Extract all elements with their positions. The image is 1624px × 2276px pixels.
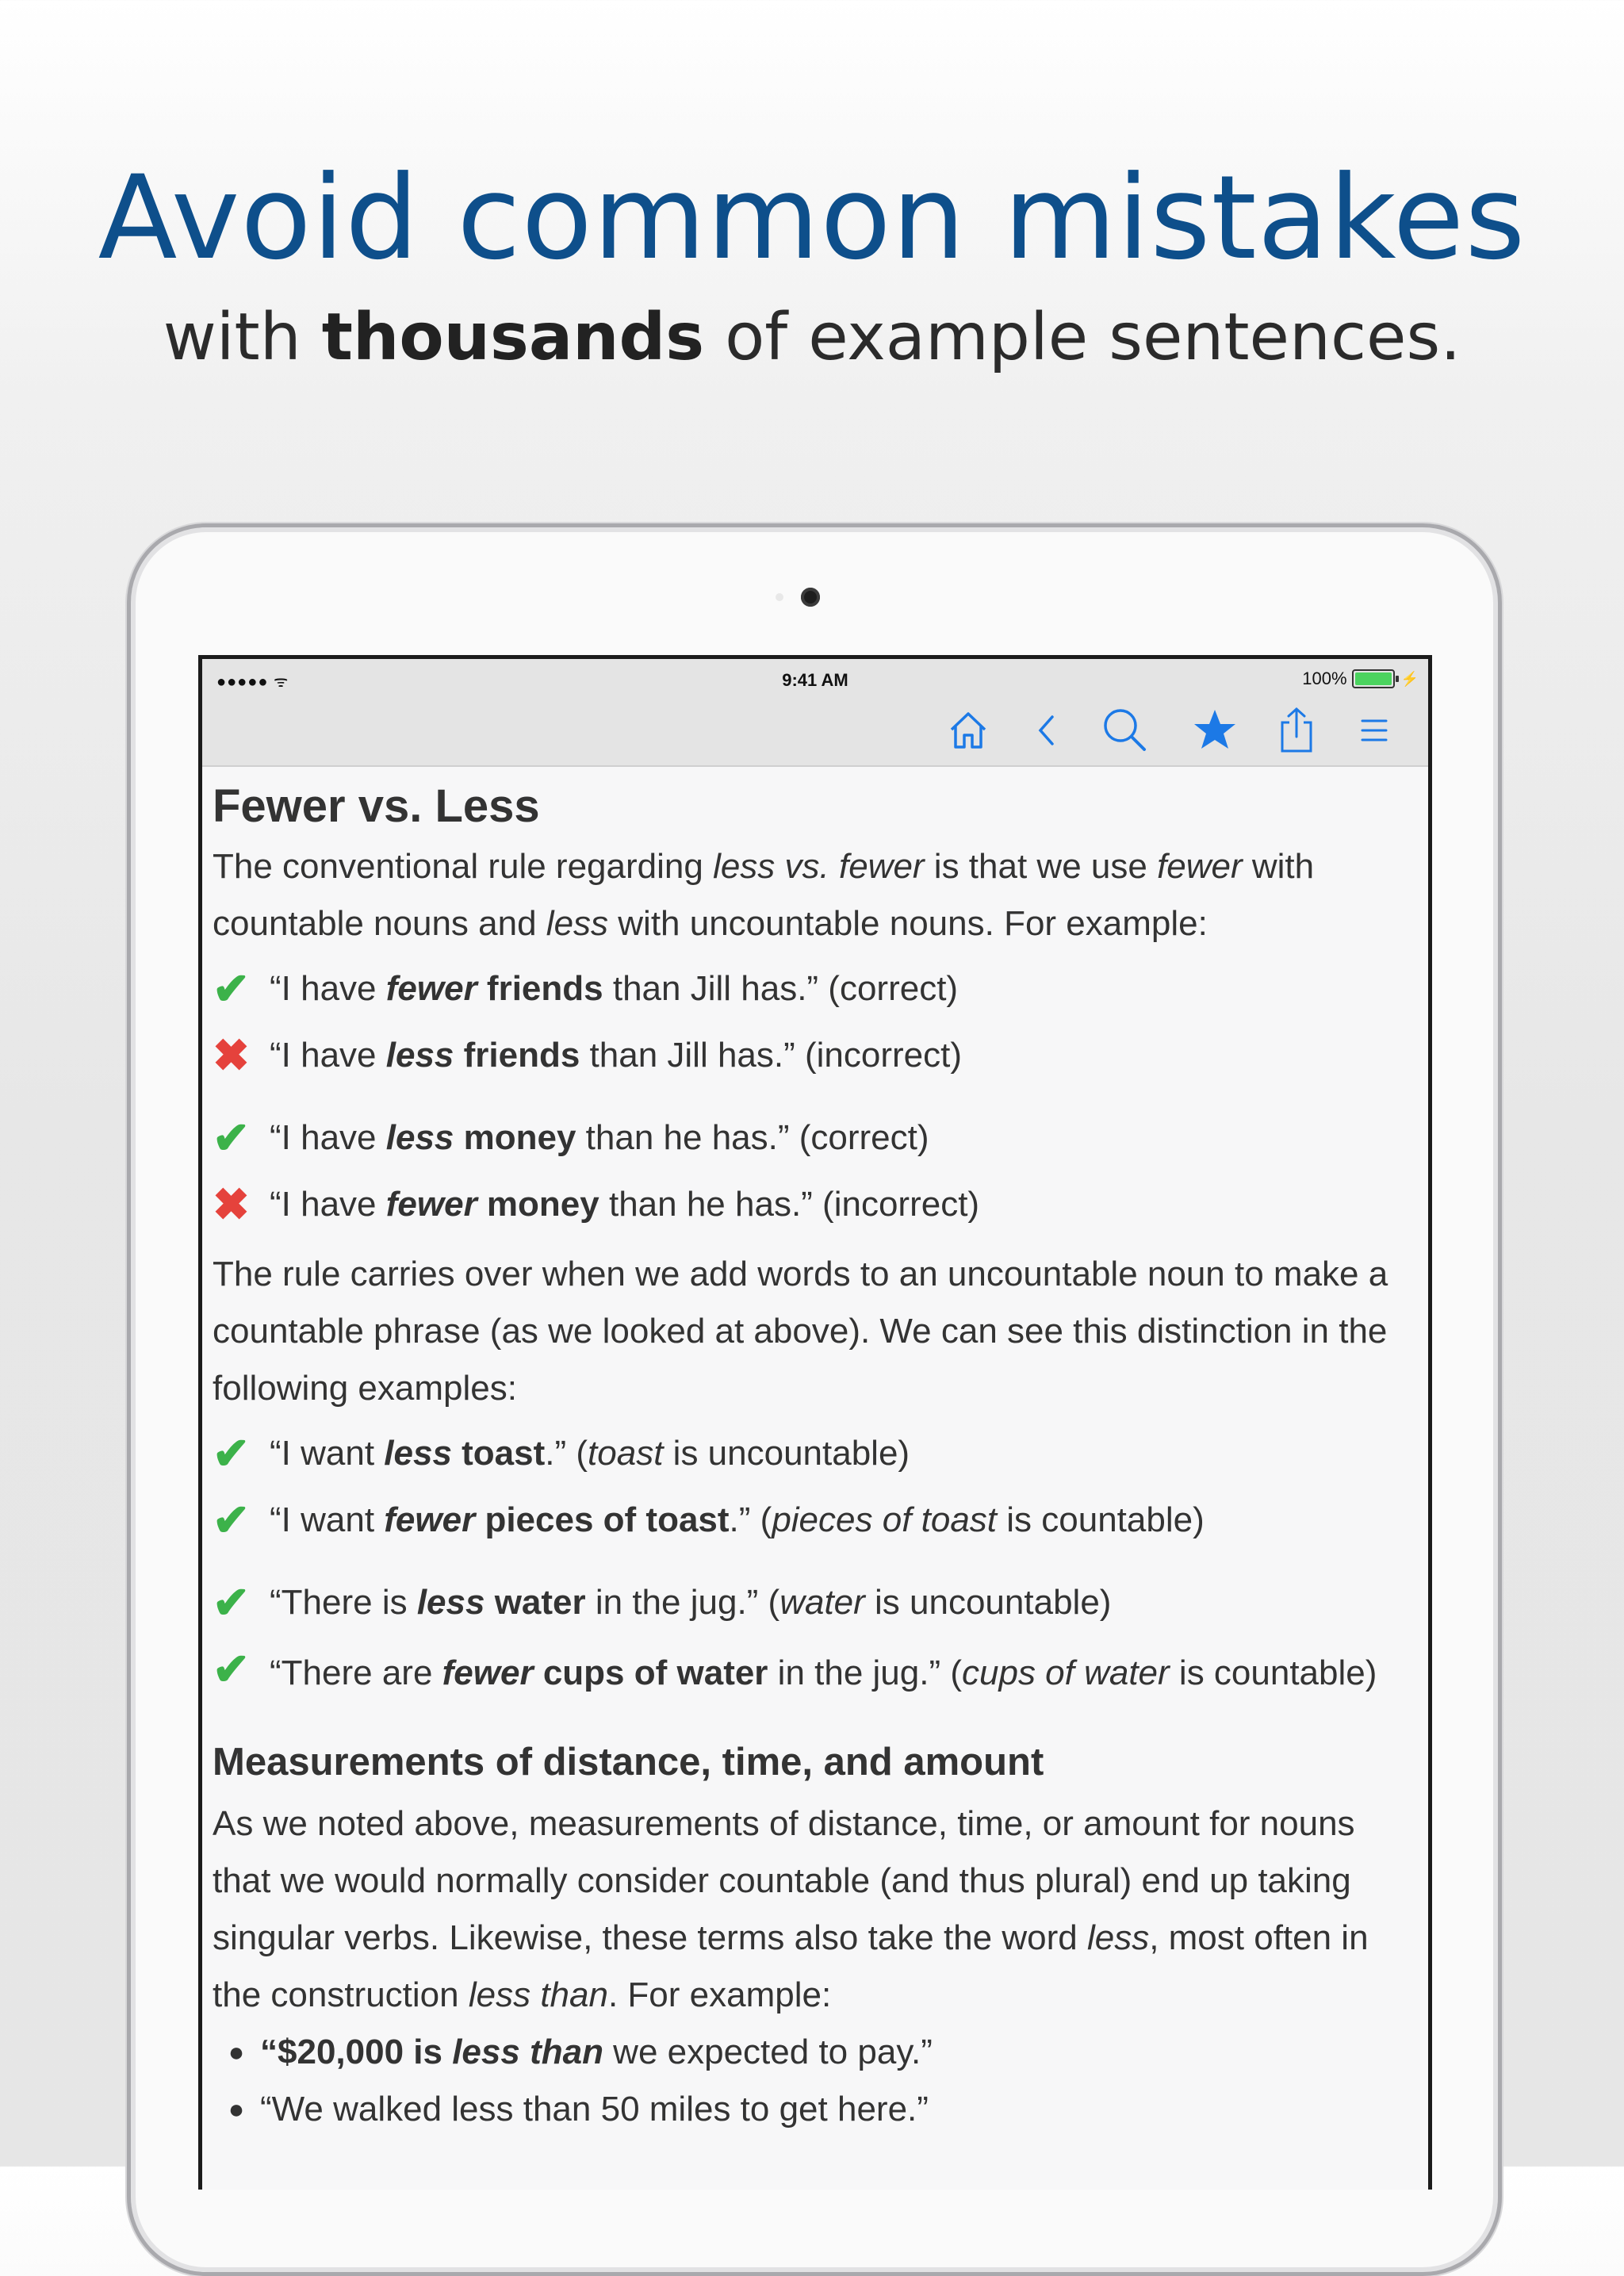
check-icon: ✔ xyxy=(213,1577,250,1627)
menu-icon[interactable] xyxy=(1350,707,1398,754)
intro-paragraph: The conventional rule regarding less vs. fewer is that we use fewer with countable nouns and less with uncountable nouns. For example: xyxy=(213,847,1315,943)
check-icon: ✔ xyxy=(213,1495,250,1545)
check-icon: ✔ xyxy=(213,1428,250,1478)
list-item: ● “$20,000 is less than we expected to pay.” xyxy=(213,2024,1419,2081)
status-time: 9:41 AM xyxy=(782,670,848,690)
promo-subtitle-bold: thousands xyxy=(321,300,705,375)
check-icon: ✔ xyxy=(213,1113,250,1163)
example-row: ✔ “I want less toast.” (toast is uncountable) xyxy=(213,1425,1419,1492)
battery-percent: 100% xyxy=(1302,669,1347,688)
example-row: ✖ “I have less friends than Jill has.” (incorrect) xyxy=(213,1027,1419,1094)
bullet-dot: ● xyxy=(228,2037,245,2067)
battery-icon xyxy=(1352,669,1395,688)
measurements-paragraph: As we noted above, measurements of distance, time, or amount for nouns that we would normally consider countable (and thus plural) end up taking singular verbs. Likewise, these terms also take the word less, most often in the construction less than. For example: xyxy=(213,1804,1369,2014)
back-icon[interactable] xyxy=(1023,707,1071,754)
signal-status: ●●●●● ᯤ xyxy=(216,673,289,691)
charging-icon: ⚡ xyxy=(1400,670,1419,687)
share-icon[interactable] xyxy=(1273,707,1320,754)
example-row: ✖ “I have fewer money than he has.” (incorrect) xyxy=(213,1176,1419,1243)
cross-icon: ✖ xyxy=(213,1179,250,1229)
promo-title: Avoid common mistakes xyxy=(98,151,1526,285)
list-item: ● “We walked less than 50 miles to get here.” xyxy=(213,2081,1419,2138)
example-row: ✔ “There is less water in the jug.” (water is uncountable) xyxy=(213,1574,1419,1641)
section-heading: Measurements of distance, time, and amount xyxy=(213,1741,1044,1784)
rule-paragraph: The rule carries over when we add words to an uncountable noun to make a countable phrase (as we looked at above). We can see this distinction in the following examples: xyxy=(213,1255,1388,1408)
example-row: ✔ “There are fewer cups of water in the jug.” (cups of water is countable) xyxy=(213,1641,1419,1702)
bullet-dot: ● xyxy=(228,2094,245,2125)
home-icon[interactable] xyxy=(944,707,992,754)
promo-subtitle xyxy=(0,298,1624,377)
camera-icon xyxy=(801,588,820,607)
example-row: ✔ “I have fewer friends than Jill has.” (correct) xyxy=(213,960,1419,1027)
sensor-dot xyxy=(776,593,783,601)
check-icon: ✔ xyxy=(213,964,250,1013)
search-icon[interactable] xyxy=(1101,707,1149,754)
example-row: ✔ “I have less money than he has.” (correct) xyxy=(213,1109,1419,1176)
navigation-bar xyxy=(202,659,1428,767)
star-icon[interactable] xyxy=(1191,707,1239,754)
promo-subtitle-post: of example sentences. xyxy=(704,300,1461,375)
check-icon: ✔ xyxy=(213,1644,250,1694)
app-screen xyxy=(198,655,1432,2190)
cross-icon: ✖ xyxy=(213,1030,250,1080)
example-row: ✔ “I want fewer pieces of toast.” (pieces of toast is countable) xyxy=(213,1492,1419,1558)
promo-subtitle-pre: with xyxy=(163,300,322,375)
battery-status xyxy=(1302,669,1419,689)
article-title: Fewer vs. Less xyxy=(213,780,540,832)
article-content xyxy=(213,775,1419,2138)
